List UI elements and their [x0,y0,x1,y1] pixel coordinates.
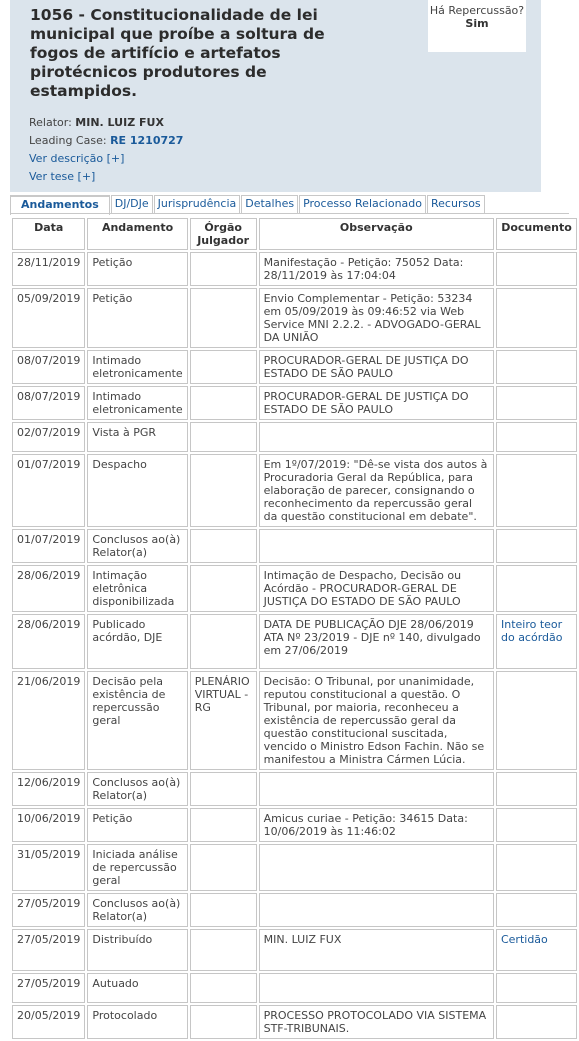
tab-dj-dje[interactable]: DJ/DJe [111,195,153,214]
cell-observacao: PROCURADOR-GERAL DE JUSTIÇA DO ESTADO DE SÃO PAULO [259,386,494,420]
table-row [12,973,577,1003]
cell-data: 01/07/2019 [12,529,85,563]
relator-line [29,116,164,129]
cell-observacao [259,893,494,927]
col-orgao-julgador: Órgão Julgador [190,218,257,250]
cell-observacao: PROCESSO PROTOCOLADO VIA SISTEMA STF-TRIBUNAIS. [259,1005,494,1039]
cell-data: 27/05/2019 [12,893,85,927]
ver-descricao-link[interactable]: Ver descrição [+] [29,152,125,165]
cell-orgao [190,252,257,286]
table-row [12,350,577,384]
cell-observacao [259,844,494,891]
cell-data: 28/11/2019 [12,252,85,286]
cell-andamento: Petição [87,252,187,286]
relator-name: MIN. LUIZ FUX [75,116,164,129]
cell-documento [496,454,577,527]
cell-documento [496,422,577,452]
table-row [12,1005,577,1039]
tab-recursos[interactable]: Recursos [427,195,485,214]
cell-observacao: Intimação de Despacho, Decisão ou Acórdão - PROCURADOR-GERAL DE JUSTIÇA DO ESTADO DE SÃO PAULO [259,565,494,612]
cell-documento [496,844,577,891]
tab-andamentos[interactable]: Andamentos [10,195,110,215]
cell-andamento: Autuado [87,973,187,1003]
cell-data: 02/07/2019 [12,422,85,452]
cell-data: 08/07/2019 [12,350,85,384]
cell-orgao [190,893,257,927]
andamentos-table [10,216,579,1041]
table-row [12,386,577,420]
cell-andamento: Conclusos ao(à) Relator(a) [87,529,187,563]
cell-orgao [190,973,257,1003]
cell-documento[interactable]: Inteiro teor do acórdão [496,614,577,669]
cell-orgao [190,929,257,971]
cell-documento [496,350,577,384]
cell-orgao [190,772,257,806]
table-row [12,288,577,348]
repercussao-label: Há Repercussão? [429,4,525,17]
repercussao-value: Sim [465,17,489,30]
cell-data: 27/05/2019 [12,929,85,971]
cell-documento [496,252,577,286]
cell-documento [496,893,577,927]
tab-bar [10,195,486,213]
table-row [12,929,577,971]
tab-processo-relacionado[interactable]: Processo Relacionado [299,195,426,214]
cell-data: 31/05/2019 [12,844,85,891]
leading-case-link[interactable]: RE 1210727 [110,134,184,147]
cell-andamento: Decisão pela existência de repercussão geral [87,671,187,770]
tab-divider [10,213,569,214]
col-data: Data [12,218,85,250]
table-row [12,772,577,806]
cell-data: 05/09/2019 [12,288,85,348]
cell-orgao [190,350,257,384]
cell-documento [496,973,577,1003]
cell-observacao: MIN. LUIZ FUX [259,929,494,971]
cell-observacao: DATA DE PUBLICAÇÃO DJE 28/06/2019 ATA Nº 23/2019 - DJE nº 140, divulgado em 27/06/2019 [259,614,494,669]
cell-data: 12/06/2019 [12,772,85,806]
tab-detalhes[interactable]: Detalhes [241,195,298,214]
cell-data: 08/07/2019 [12,386,85,420]
cell-andamento: Petição [87,808,187,842]
repercussao-box [428,0,526,52]
cell-observacao [259,973,494,1003]
cell-andamento: Conclusos ao(à) Relator(a) [87,772,187,806]
cell-orgao [190,288,257,348]
cell-documento [496,671,577,770]
cell-data: 27/05/2019 [12,973,85,1003]
cell-data: 10/06/2019 [12,808,85,842]
cell-data: 21/06/2019 [12,671,85,770]
col-observacao: Observação [259,218,494,250]
tab-jurisprudencia[interactable]: Jurisprudência [154,195,241,214]
table-row [12,529,577,563]
cell-andamento: Iniciada análise de repercussão geral [87,844,187,891]
cell-observacao: Em 1º/07/2019: "Dê-se vista dos autos à Procuradoria Geral da República, para elaboração de parecer, consignando o reconhecimento da repercussão geral da questão constitucional em debate". [259,454,494,527]
cell-orgao [190,1005,257,1039]
cell-data: 28/06/2019 [12,614,85,669]
cell-andamento: Conclusos ao(à) Relator(a) [87,893,187,927]
cell-andamento: Petição [87,288,187,348]
ver-tese-link[interactable]: Ver tese [+] [29,170,96,183]
relator-label: Relator: [29,116,72,129]
cell-observacao: Envio Complementar - Petição: 53234 em 05/09/2019 às 09:46:52 via Web Service MNI 2.2.2. - ADVOGADO-GERAL DA UNIÃO [259,288,494,348]
cell-data: 28/06/2019 [12,565,85,612]
cell-andamento: Despacho [87,454,187,527]
cell-orgao [190,454,257,527]
cell-orgao [190,844,257,891]
cell-orgao [190,422,257,452]
cell-data: 01/07/2019 [12,454,85,527]
cell-andamento: Intimado eletronicamente [87,350,187,384]
cell-andamento: Publicado acórdão, DJE [87,614,187,669]
cell-documento [496,386,577,420]
leading-case-line [29,134,183,147]
table-row [12,454,577,527]
cell-observacao [259,772,494,806]
table-row [12,422,577,452]
leading-case-label: Leading Case: [29,134,107,147]
theme-header [10,0,541,192]
cell-andamento: Distribuído [87,929,187,971]
cell-orgao: PLENÁRIO VIRTUAL - RG [190,671,257,770]
cell-observacao: Manifestação - Petição: 75052 Data: 28/11/2019 às 17:04:04 [259,252,494,286]
cell-andamento: Vista à PGR [87,422,187,452]
cell-orgao [190,808,257,842]
cell-observacao [259,422,494,452]
cell-documento [496,772,577,806]
cell-observacao: PROCURADOR-GERAL DE JUSTIÇA DO ESTADO DE SÃO PAULO [259,350,494,384]
cell-documento [496,808,577,842]
cell-orgao [190,565,257,612]
table-row [12,893,577,927]
cell-data: 20/05/2019 [12,1005,85,1039]
table-row [12,671,577,770]
cell-documento [496,1005,577,1039]
table-row [12,565,577,612]
table-row [12,614,577,669]
col-documento: Documento [496,218,577,250]
cell-documento[interactable]: Certidão [496,929,577,971]
table-row [12,252,577,286]
table-row [12,808,577,842]
cell-observacao: Amicus curiae - Petição: 34615 Data: 10/06/2019 às 11:46:02 [259,808,494,842]
table-header-row [12,218,577,250]
cell-observacao [259,529,494,563]
cell-andamento: Protocolado [87,1005,187,1039]
cell-orgao [190,386,257,420]
cell-andamento: Intimado eletronicamente [87,386,187,420]
page-title: 1056 - Constitucionalidade de lei municipal que proíbe a soltura de fogos de artifício e artefatos pirotécnicos produtores de estampidos. [30,6,325,100]
cell-documento [496,288,577,348]
cell-documento [496,529,577,563]
cell-orgao [190,614,257,669]
cell-documento [496,565,577,612]
cell-orgao [190,529,257,563]
table-body [12,252,577,1039]
table-row [12,844,577,891]
cell-andamento: Intimação eletrônica disponibilizada [87,565,187,612]
col-andamento: Andamento [87,218,187,250]
cell-observacao: Decisão: O Tribunal, por unanimidade, reputou constitucional a questão. O Tribunal, por maioria, reconheceu a existência de repercussão geral da questão constitucional suscitada, vencido o Ministro Edson Fachin. Não se manifestou a Ministra Cármen Lúcia. [259,671,494,770]
